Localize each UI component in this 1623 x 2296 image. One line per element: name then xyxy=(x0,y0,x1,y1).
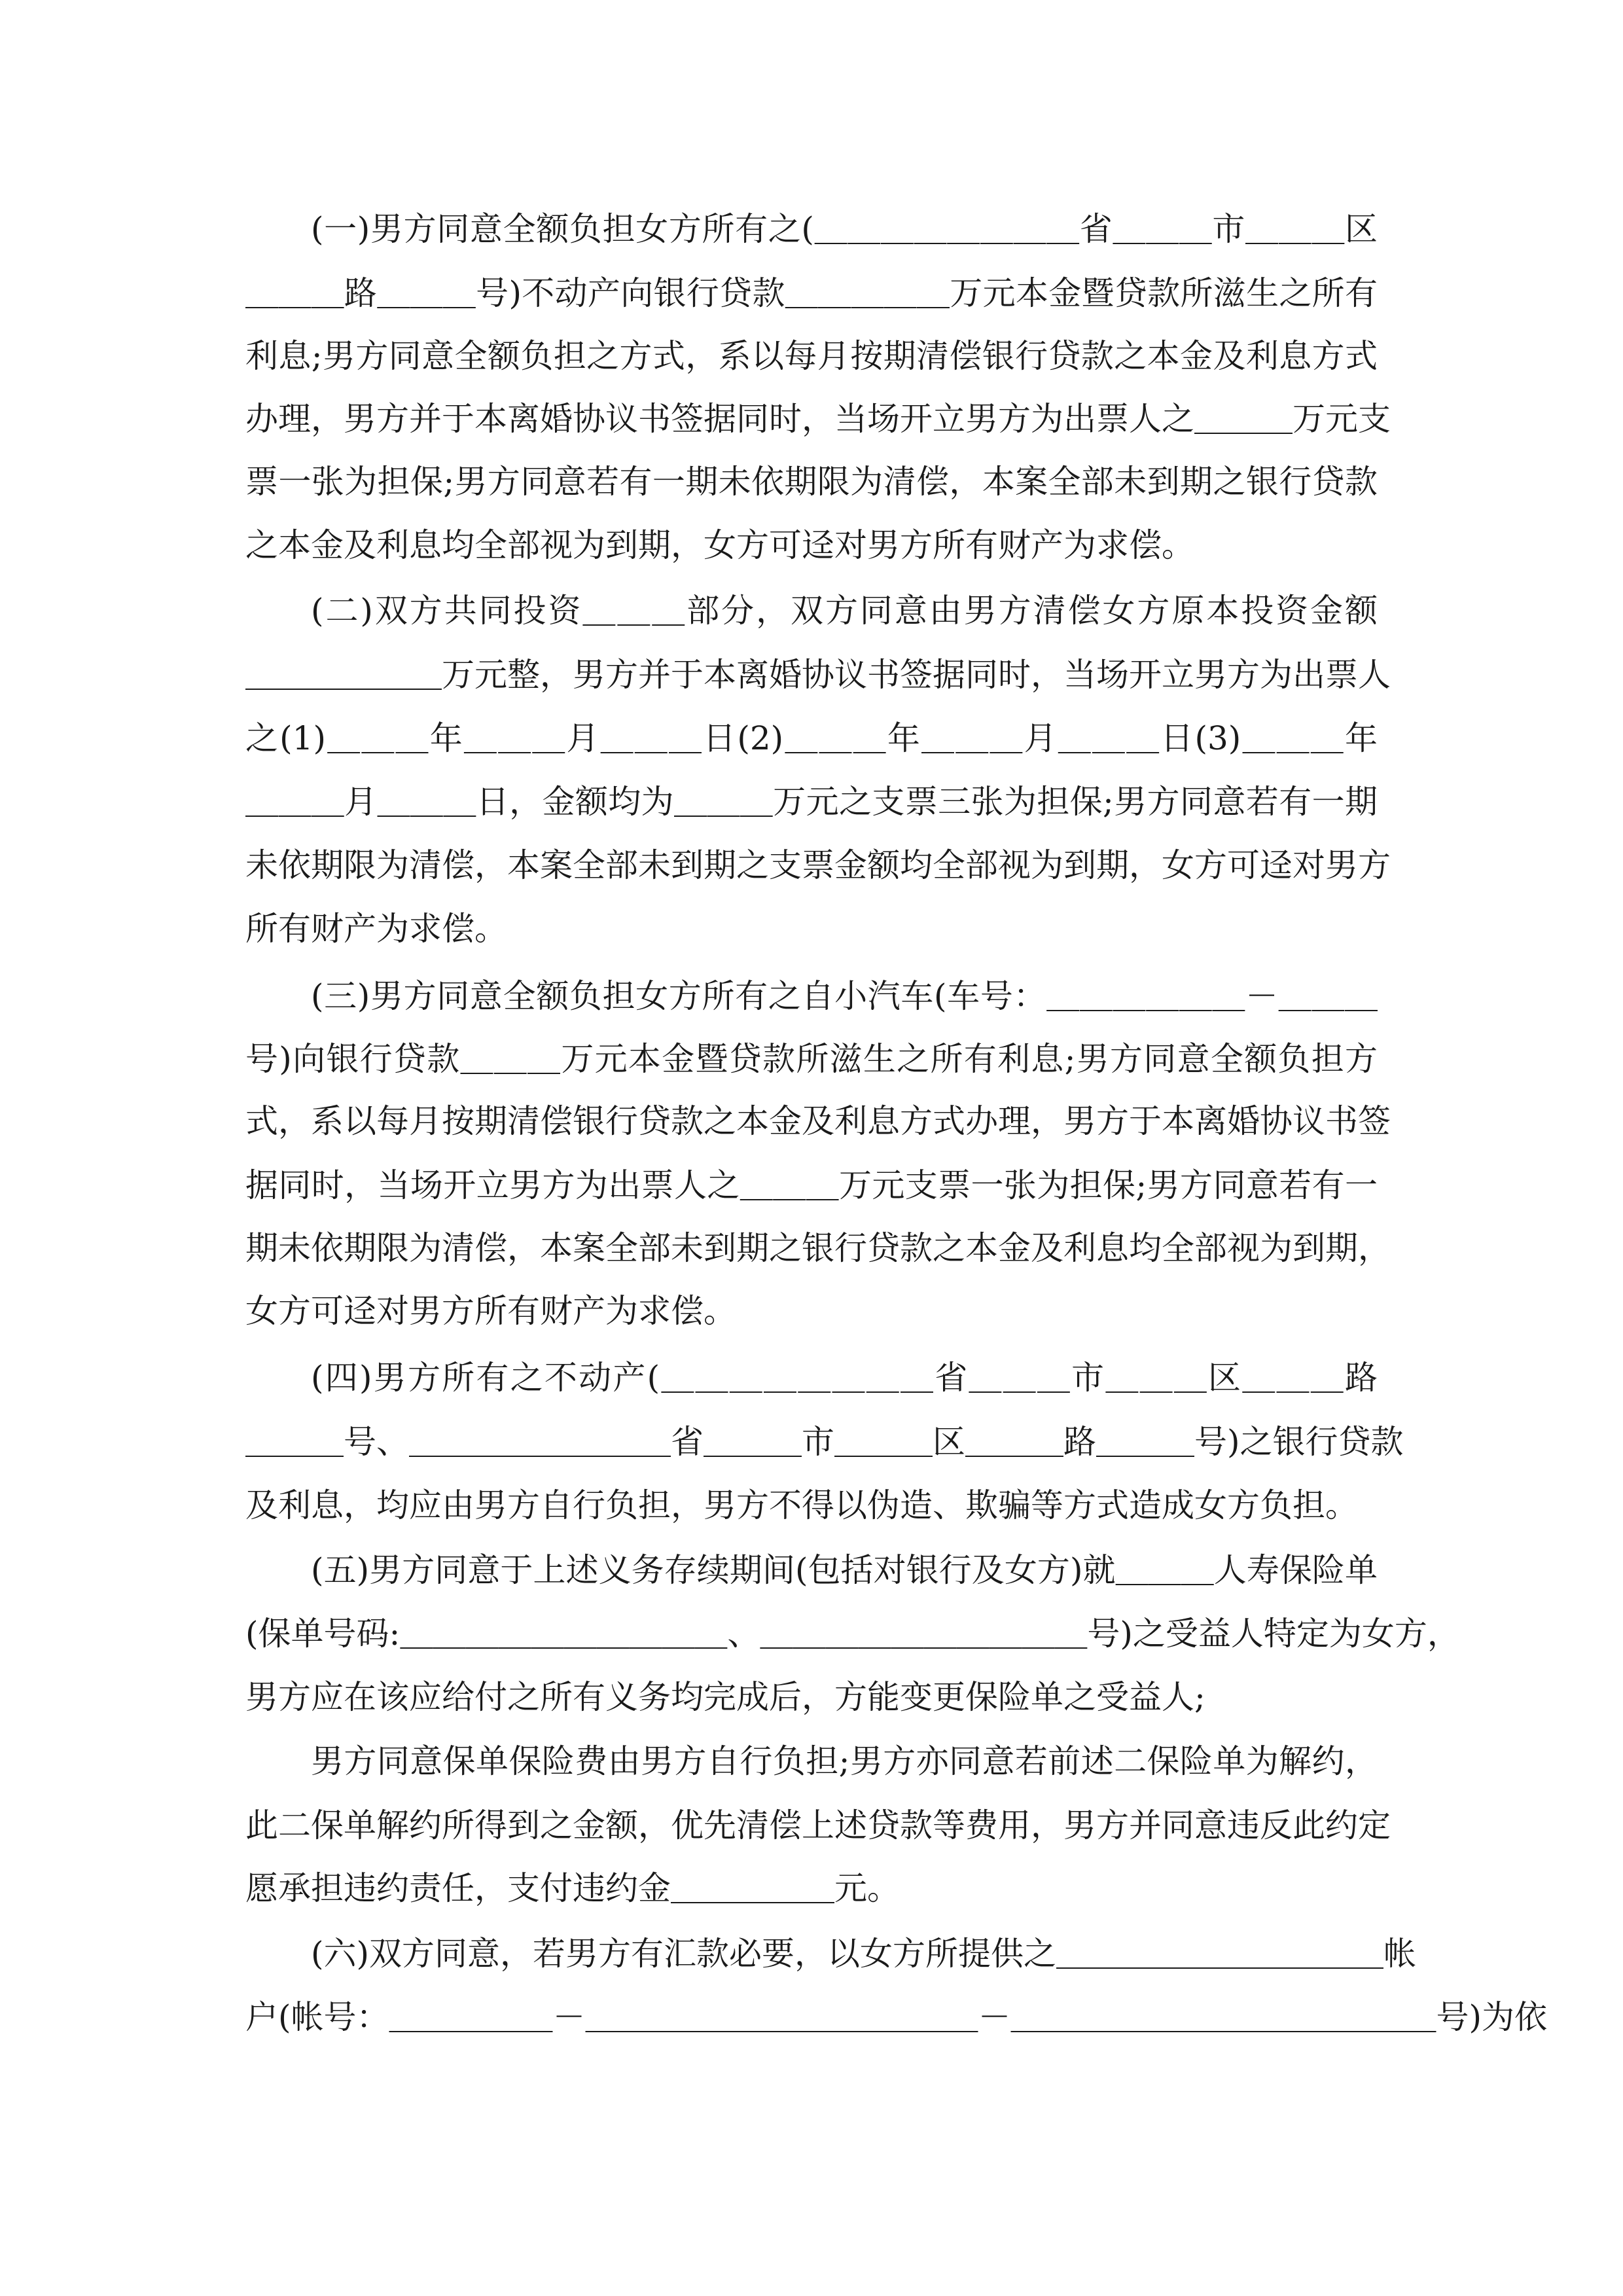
text-line: 式，系以每月按期清偿银行贷款之本金及利息方式办理，男方于本离婚协议书签 xyxy=(245,1102,1391,1140)
text-line: 所有财产为求偿。 xyxy=(245,910,507,948)
text-line: (六)双方同意，若男方有汇款必要，以女方所提供之＿＿＿＿＿＿＿＿＿＿帐 xyxy=(311,1935,1417,1973)
text-line: 未依期限为清偿，本案全部未到期之支票金额均全部视为到期，女方可迳对男方 xyxy=(245,846,1391,884)
text-line: 期未依期限为清偿，本案全部未到期之银行贷款之本金及利息均全部视为到期， xyxy=(245,1229,1391,1267)
text-line: ＿＿＿号、＿＿＿＿＿＿＿＿省＿＿＿市＿＿＿区＿＿＿路＿＿＿号)之银行贷款 xyxy=(245,1423,1404,1461)
text-line: (五)男方同意于上述义务存续期间(包括对银行及女方)就＿＿＿人寿保险单 xyxy=(311,1551,1378,1589)
text-line: 女方可迳对男方所有财产为求偿。 xyxy=(245,1292,736,1330)
text-line: 此二保单解约所得到之金额，优先清偿上述贷款等费用，男方并同意违反此约定 xyxy=(245,1806,1391,1844)
text-line: 据同时，当场开立男方为出票人之＿＿＿万元支票一张为担保;男方同意若有一 xyxy=(245,1166,1378,1204)
text-line: ＿＿＿月＿＿＿日，金额均为＿＿＿万元之支票三张为担保;男方同意若有一期 xyxy=(245,783,1378,821)
text-line: ＿＿＿路＿＿＿号)不动产向银行贷款＿＿＿＿＿万元本金暨贷款所滋生之所有 xyxy=(245,274,1378,312)
text-line: 及利息，均应由男方自行负担，男方不得以伪造、欺骗等方式造成女方负担。 xyxy=(245,1486,1358,1524)
text-line: (保单号码:＿＿＿＿＿＿＿＿＿＿、＿＿＿＿＿＿＿＿＿＿号)之受益人特定为女方， xyxy=(245,1615,1460,1653)
text-line: (三)男方同意全额负担女方所有之自小汽车(车号：＿＿＿＿＿＿－＿＿＿ xyxy=(311,977,1378,1015)
text-line: (一)男方同意全额负担女方所有之(＿＿＿＿＿＿＿＿省＿＿＿市＿＿＿区 xyxy=(311,210,1378,248)
text-line: (二)双方共同投资＿＿＿部分，双方同意由男方清偿女方原本投资金额 xyxy=(311,592,1378,630)
text-line: 办理，男方并于本离婚协议书签据同时，当场开立男方为出票人之＿＿＿万元支 xyxy=(245,400,1391,438)
text-line: 男方同意保单保险费由男方自行负担;男方亦同意若前述二保险单为解约， xyxy=(311,1742,1378,1780)
text-line: 号)向银行贷款＿＿＿万元本金暨贷款所滋生之所有利息;男方同意全额负担方 xyxy=(245,1040,1378,1078)
text-line: 之(1)＿＿＿年＿＿＿月＿＿＿日(2)＿＿＿年＿＿＿月＿＿＿日(3)＿＿＿年 xyxy=(245,719,1378,757)
text-line: 利息;男方同意全额负担之方式，系以每月按期清偿银行贷款之本金及利息方式 xyxy=(245,337,1378,375)
text-line: 男方应在该应给付之所有义务均完成后，方能变更保险单之受益人; xyxy=(245,1678,1205,1716)
text-line: 户(帐号：＿＿＿＿＿－＿＿＿＿＿＿＿＿＿＿＿＿－＿＿＿＿＿＿＿＿＿＿＿＿＿号)为依 xyxy=(245,1998,1548,2036)
text-line: 票一张为担保;男方同意若有一期未依期限为清偿，本案全部未到期之银行贷款 xyxy=(245,463,1378,501)
text-line: (四)男方所有之不动产(＿＿＿＿＿＿＿＿省＿＿＿市＿＿＿区＿＿＿路 xyxy=(311,1359,1378,1397)
text-line: 之本金及利息均全部视为到期，女方可迳对男方所有财产为求偿。 xyxy=(245,526,1194,564)
text-line: ＿＿＿＿＿＿万元整，男方并于本离婚协议书签据同时，当场开立男方为出票人 xyxy=(245,656,1391,694)
text-line: 愿承担违约责任，支付违约金＿＿＿＿＿元。 xyxy=(245,1869,900,1907)
